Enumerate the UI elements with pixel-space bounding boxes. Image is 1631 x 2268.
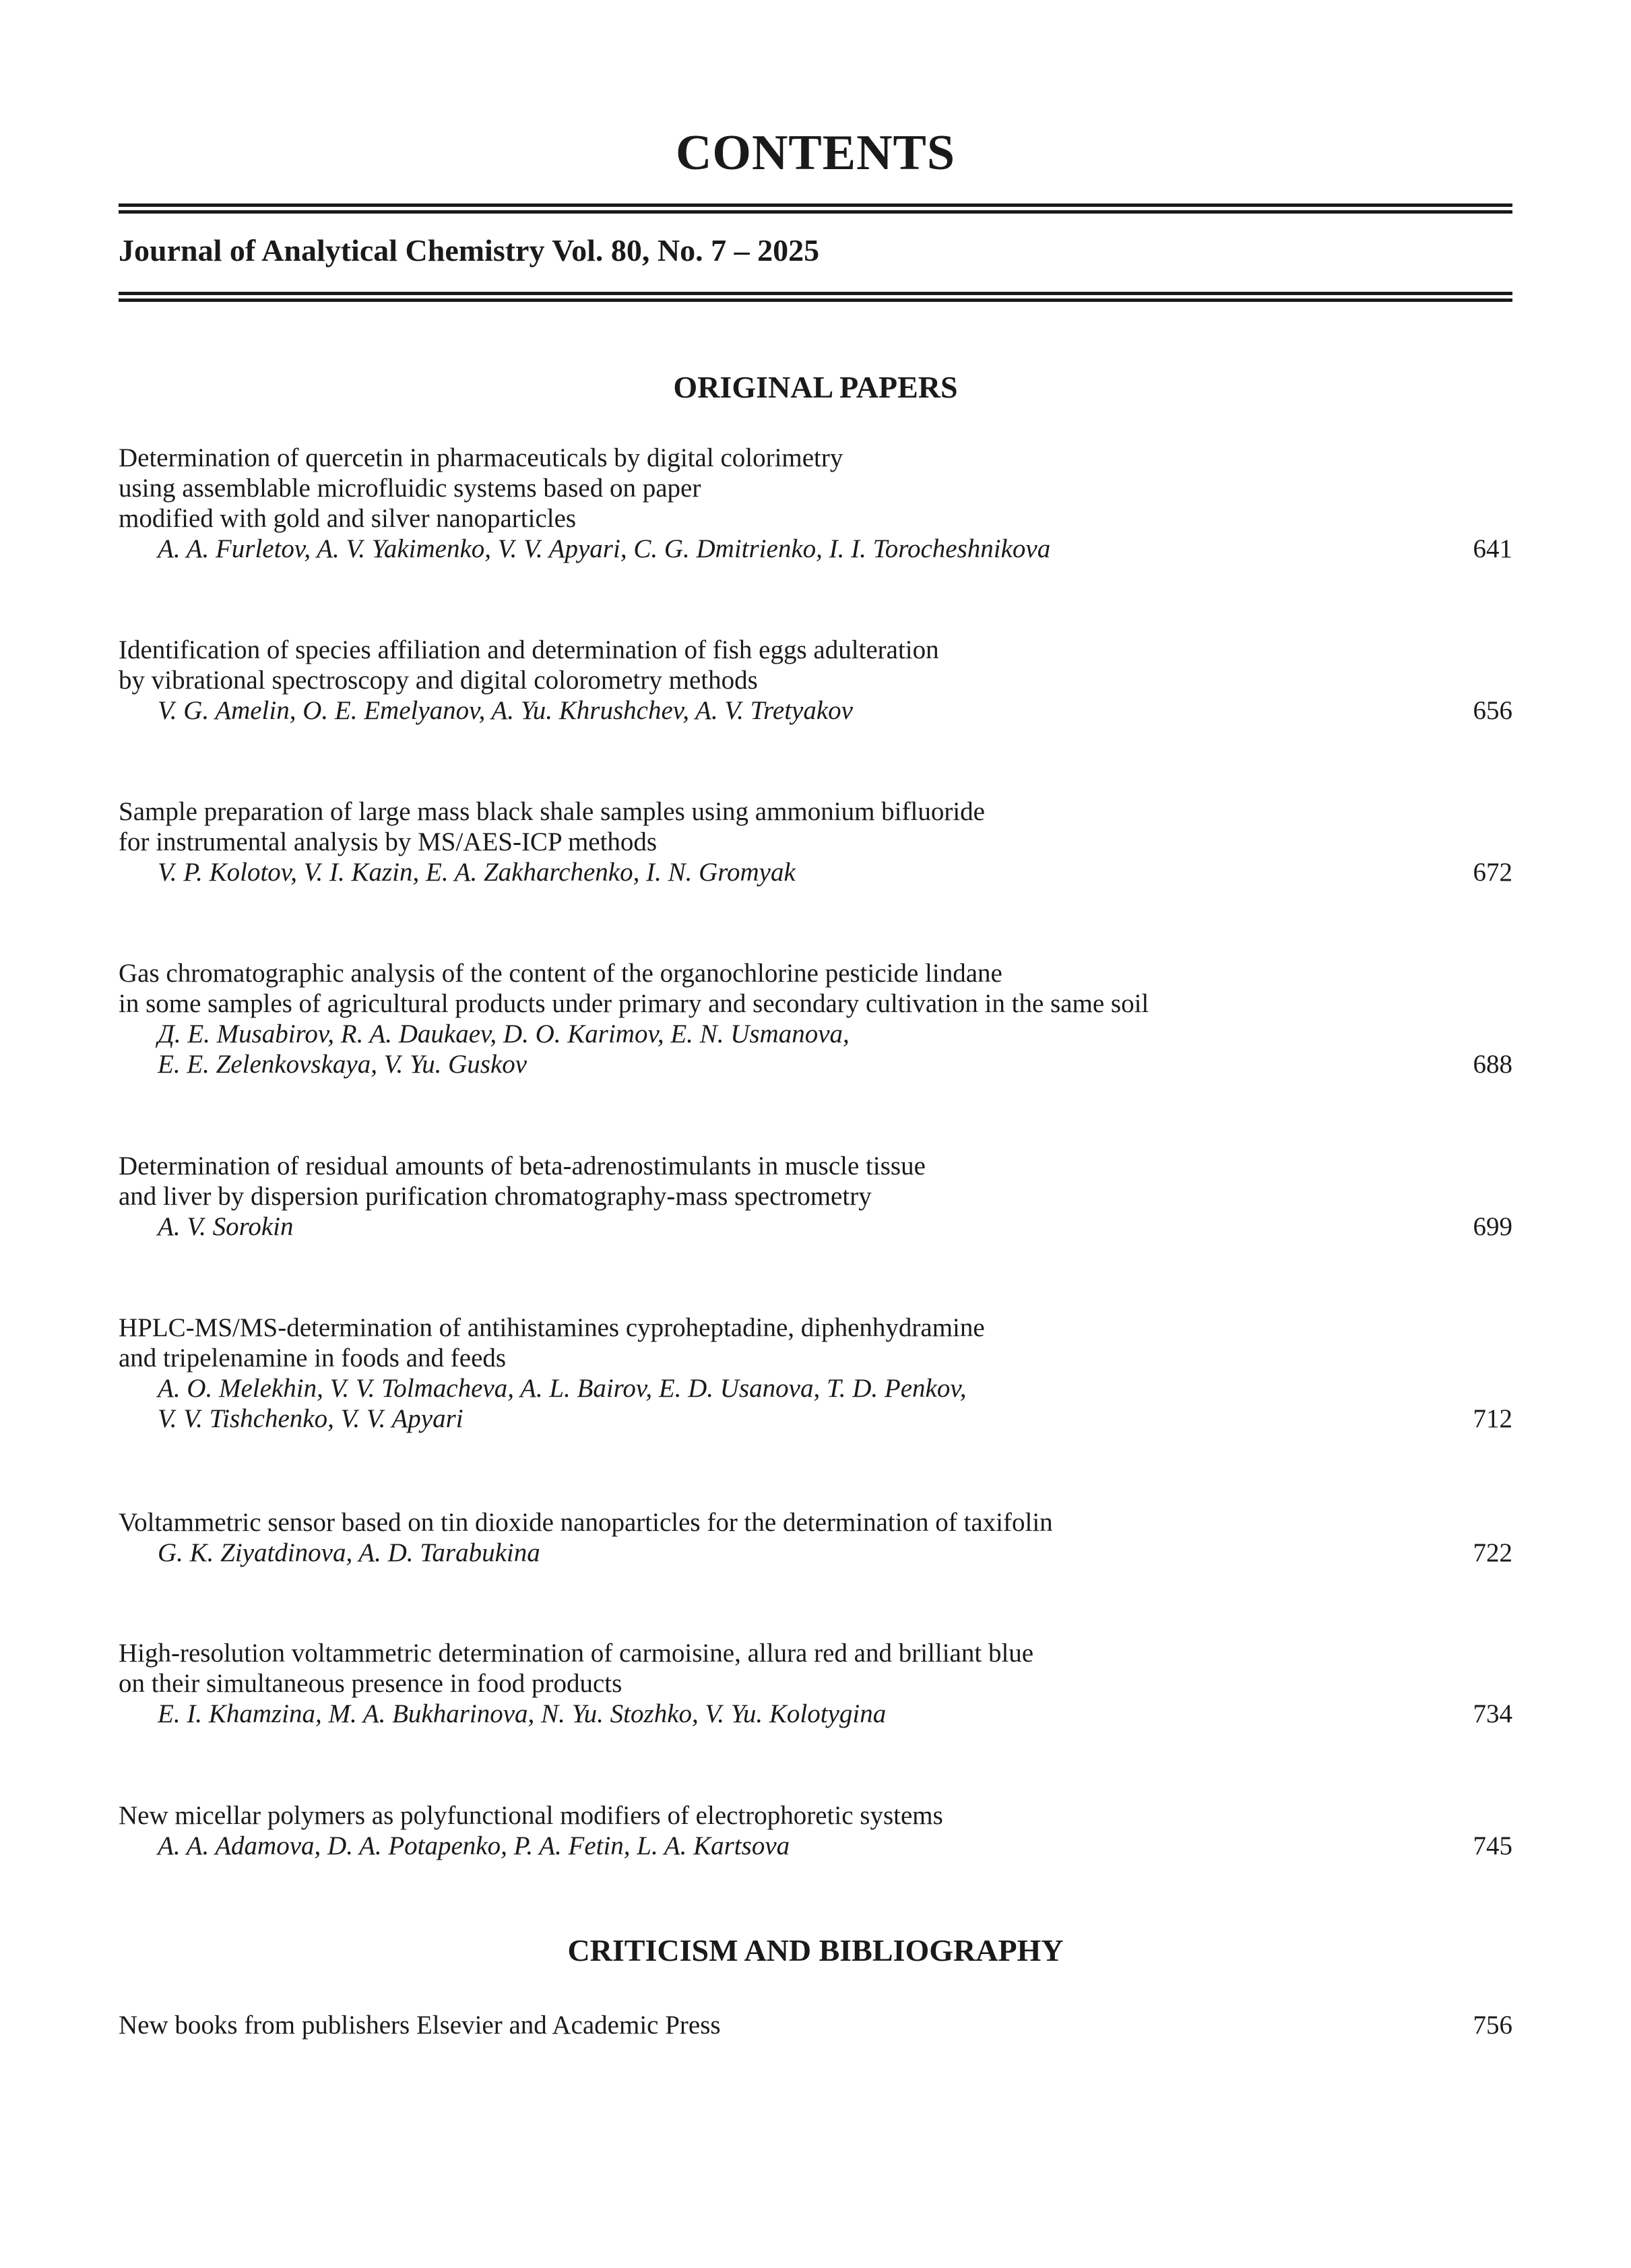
top-double-rule bbox=[119, 203, 1512, 217]
entry-title-line: New books from publishers Elsevier and Academic Press bbox=[119, 2011, 721, 2040]
entry-authors bbox=[119, 1699, 1512, 1729]
entry-page-number: 722 bbox=[1473, 1538, 1512, 1567]
entry-title-line: modified with gold and silver nanoparticles bbox=[119, 504, 577, 533]
entry-author-line: E. I. Khamzina, M. A. Bukharinova, N. Yu. Stozhko, V. Yu. Kolotygina bbox=[158, 1699, 887, 1728]
entry-title-row bbox=[119, 2010, 1512, 2040]
entry-title-line: High-resolution voltammetric determination of carmoisine, allura red and brilliant blue bbox=[119, 1639, 1034, 1668]
toc-entry bbox=[119, 2010, 1512, 2040]
entry-authors bbox=[119, 695, 1512, 726]
entry-authors bbox=[119, 1831, 1512, 1861]
entry-page-number: 756 bbox=[1473, 2011, 1512, 2040]
journal-issue-line: Journal of Analytical Chemistry Vol. 80, No. 7 – 2025 bbox=[119, 233, 820, 267]
page-title: CONTENTS bbox=[675, 125, 956, 181]
entry-title-line: for instrumental analysis by MS/AES-ICP methods bbox=[119, 827, 658, 856]
entry-title-line: in some samples of agricultural products under primary and secondary cultivation in the same soil bbox=[119, 989, 1149, 1018]
rule-line bbox=[119, 298, 1512, 302]
entry-title-line: Determination of quercetin in pharmaceuticals by digital colorimetry bbox=[119, 443, 843, 472]
entry-title-line: New micellar polymers as polyfunctional modifiers of electrophoretic systems bbox=[119, 1801, 943, 1830]
entry-author-line: A. A. Adamova, D. A. Potapenko, P. A. Fetin, L. A. Kartsova bbox=[158, 1831, 790, 1860]
rule-line bbox=[119, 203, 1512, 207]
entry-author-line: E. E. Zelenkovskaya, V. Yu. Guskov bbox=[158, 1050, 527, 1079]
entry-title-line: Gas chromatographic analysis of the content of the organochlorine pesticide lindane bbox=[119, 959, 1002, 988]
toc-entry bbox=[119, 1800, 1512, 1861]
entry-title-line: Identification of species affiliation and determination of fish eggs adulteration bbox=[119, 635, 939, 664]
entry-title-line: Voltammetric sensor based on tin dioxide nanoparticles for the determination of taxifolin bbox=[119, 1508, 1053, 1537]
entry-title-line: Sample preparation of large mass black shale samples using ammonium bifluoride bbox=[119, 797, 985, 826]
toc-entry bbox=[119, 1313, 1512, 1434]
section-heading-original-papers: ORIGINAL PAPERS bbox=[673, 370, 958, 404]
entry-authors bbox=[119, 857, 1512, 887]
entry-page-number: 641 bbox=[1473, 534, 1512, 563]
entry-page-number: 656 bbox=[1473, 696, 1512, 725]
entry-author-line: A. O. Melekhin, V. V. Tolmacheva, A. L. Bairov, E. D. Usanova, T. D. Penkov, bbox=[158, 1374, 967, 1403]
entry-page-number: 688 bbox=[1473, 1050, 1512, 1079]
entry-page-number: 712 bbox=[1473, 1404, 1512, 1433]
entry-title-line: by vibrational spectroscopy and digital colorometry methods bbox=[119, 666, 758, 695]
entry-authors bbox=[119, 1538, 1512, 1568]
entry-page-number: 699 bbox=[1473, 1212, 1512, 1241]
entry-page-number: 745 bbox=[1473, 1831, 1512, 1860]
section-heading-criticism-and-bibliography: CRITICISM AND BIBLIOGRAPHY bbox=[567, 1933, 1064, 1967]
entry-title-line: Determination of residual amounts of beta-adrenostimulants in muscle tissue bbox=[119, 1152, 926, 1180]
entry-authors bbox=[119, 1373, 1512, 1434]
bottom-double-rule bbox=[119, 292, 1512, 305]
rule-line bbox=[119, 292, 1512, 295]
entry-title-line: and tripelenamine in foods and feeds bbox=[119, 1344, 507, 1373]
entry-author-line: A. V. Sorokin bbox=[158, 1212, 294, 1241]
toc-entry bbox=[119, 635, 1512, 726]
entry-author-line: V. P. Kolotov, V. I. Kazin, E. A. Zakharchenko, I. N. Gromyak bbox=[158, 858, 796, 887]
entry-title-line: on their simultaneous presence in food products bbox=[119, 1669, 622, 1698]
entry-title-line: using assemblable microfluidic systems based on paper bbox=[119, 474, 701, 503]
entry-title-line: HPLC-MS/MS-determination of antihistamines cyproheptadine, diphenhydramine bbox=[119, 1313, 985, 1342]
entry-author-line: V. G. Amelin, O. E. Emelyanov, A. Yu. Khrushchev, A. V. Tretyakov bbox=[158, 696, 853, 725]
entry-page-number: 672 bbox=[1473, 858, 1512, 887]
entry-authors bbox=[119, 534, 1512, 564]
entry-author-line: Д. E. Musabirov, R. A. Daukaev, D. O. Karimov, E. N. Usmanova, bbox=[158, 1019, 850, 1048]
entry-author-line: V. V. Tishchenko, V. V. Apyari bbox=[158, 1404, 463, 1433]
entry-author-line: A. A. Furletov, A. V. Yakimenko, V. V. Apyari, C. G. Dmitrienko, I. I. Torocheshnikova bbox=[158, 534, 1051, 563]
toc-entry bbox=[119, 1638, 1512, 1729]
rule-line bbox=[119, 210, 1512, 214]
toc-entry bbox=[119, 1151, 1512, 1242]
entry-title-line: and liver by dispersion purification chromatography-mass spectrometry bbox=[119, 1182, 872, 1211]
toc-entry bbox=[119, 443, 1512, 564]
toc-entry bbox=[119, 796, 1512, 887]
toc-entry bbox=[119, 1507, 1512, 1568]
entry-page-number: 734 bbox=[1473, 1699, 1512, 1728]
entry-authors bbox=[119, 1211, 1512, 1242]
toc-entry bbox=[119, 958, 1512, 1079]
entry-authors bbox=[119, 1019, 1512, 1079]
entry-author-line: G. K. Ziyatdinova, A. D. Tarabukina bbox=[158, 1538, 540, 1567]
